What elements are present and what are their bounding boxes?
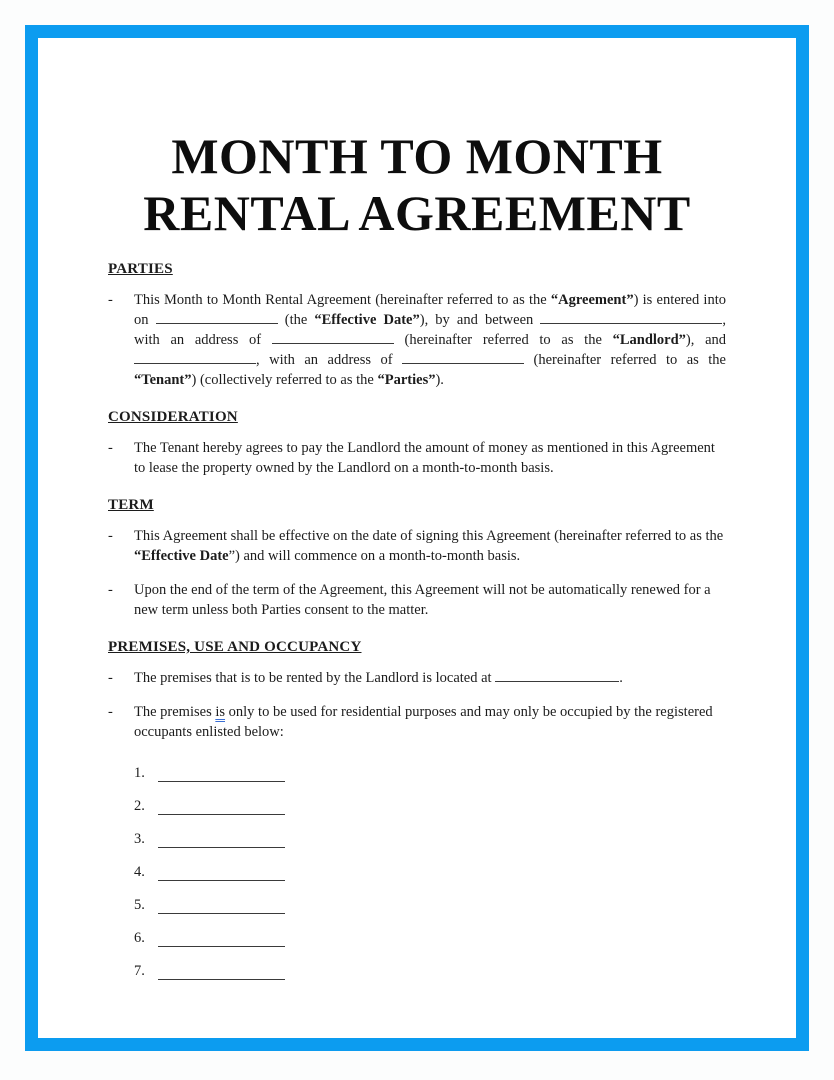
blank-field bbox=[158, 765, 285, 782]
text-run: Upon the end of the term of the Agreement, this Agreement will not be automatically renewed for a new term unless both Parties consent to the matter. bbox=[134, 582, 711, 618]
bullet-dash: - bbox=[108, 440, 113, 456]
blank-field bbox=[158, 930, 285, 947]
occupant-line bbox=[134, 762, 726, 782]
occupant-line-number: 5. bbox=[134, 897, 145, 913]
blank-field bbox=[158, 831, 285, 848]
text-run: ) (collectively referred to as the bbox=[191, 372, 378, 388]
section-heading-term: TERM bbox=[108, 497, 154, 513]
registered-occupants-list bbox=[134, 762, 726, 980]
bullet-dash: - bbox=[108, 292, 113, 308]
text-run: ). bbox=[435, 372, 444, 388]
blank-field bbox=[272, 331, 394, 344]
bullet-dash: - bbox=[108, 582, 113, 598]
occupant-line bbox=[134, 894, 726, 914]
bullet-item bbox=[108, 290, 726, 390]
defined-term: “Effective Date bbox=[134, 548, 229, 564]
blank-field bbox=[495, 669, 619, 682]
text-run: The Tenant hereby agrees to pay the Landlord the amount of money as mentioned in this Agreement to lease the property owned by the Landlord on a month-to-month basis. bbox=[134, 440, 715, 476]
document-title bbox=[108, 128, 726, 242]
blank-field bbox=[158, 963, 285, 980]
term-paragraph-2 bbox=[134, 580, 726, 620]
bullet-item bbox=[108, 668, 726, 688]
occupant-line bbox=[134, 960, 726, 980]
text-run: The premises that is to be rented by the Landlord is located at bbox=[134, 670, 496, 686]
premises-paragraph-2 bbox=[134, 702, 726, 742]
occupant-line-number: 4. bbox=[134, 864, 145, 880]
text-run: This Agreement shall be effective on the date of signing this Agreement (hereinafter referred to as the bbox=[134, 528, 724, 544]
consideration-paragraph bbox=[134, 438, 726, 478]
text-run: ) is entered into on bbox=[134, 292, 726, 328]
bullet-item bbox=[108, 438, 726, 478]
occupant-line-number: 7. bbox=[134, 963, 145, 979]
occupant-line-number: 1. bbox=[134, 765, 145, 781]
occupant-line bbox=[134, 861, 726, 881]
defined-term: “Effective Date” bbox=[314, 312, 420, 328]
bullet-dash: - bbox=[108, 528, 113, 544]
blank-field bbox=[158, 798, 285, 815]
text-run: . bbox=[619, 670, 623, 686]
blank-field bbox=[134, 351, 256, 364]
parties-paragraph bbox=[134, 290, 726, 390]
blank-field bbox=[156, 311, 278, 324]
document-title-line-2: RENTAL AGREEMENT bbox=[143, 185, 691, 241]
bullet-item bbox=[108, 580, 726, 620]
document-title-line-1: MONTH TO MONTH bbox=[171, 128, 663, 184]
rental-agreement-document bbox=[38, 128, 796, 980]
bullet-item bbox=[108, 702, 726, 742]
premises-paragraph-1 bbox=[134, 668, 726, 688]
blank-field bbox=[402, 351, 524, 364]
occupant-line-number: 6. bbox=[134, 930, 145, 946]
section-heading-consideration: CONSIDERATION bbox=[108, 409, 238, 425]
text-run: (hereinafter referred to as the bbox=[393, 332, 613, 348]
text-run: , with an address of bbox=[256, 352, 403, 368]
occupant-line-number: 2. bbox=[134, 798, 145, 814]
defined-term: “Landlord” bbox=[612, 332, 686, 348]
text-run: ), by and between bbox=[419, 312, 541, 328]
page-border-frame bbox=[25, 25, 809, 1051]
section-parties bbox=[108, 259, 726, 390]
blank-field bbox=[540, 311, 722, 324]
defined-term: “Tenant” bbox=[134, 372, 192, 388]
bullet-dash: - bbox=[108, 704, 113, 720]
section-premises bbox=[108, 637, 726, 980]
text-run: The premises bbox=[134, 704, 216, 720]
defined-term: “Agreement” bbox=[550, 292, 634, 308]
text-run: (hereinafter referred to as the bbox=[524, 352, 726, 368]
section-heading-parties: PARTIES bbox=[108, 261, 173, 277]
defined-term: “Parties” bbox=[377, 372, 436, 388]
text-run: This Month to Month Rental Agreement (hereinafter referred to as the bbox=[134, 292, 551, 308]
section-consideration bbox=[108, 407, 726, 478]
occupant-line bbox=[134, 927, 726, 947]
text-run: ), and bbox=[685, 332, 727, 348]
occupant-line-number: 3. bbox=[134, 831, 145, 847]
section-term bbox=[108, 495, 726, 620]
grammar-marked-word: is bbox=[215, 704, 226, 720]
occupant-line bbox=[134, 795, 726, 815]
blank-field bbox=[158, 897, 285, 914]
occupant-line bbox=[134, 828, 726, 848]
bullet-item bbox=[108, 526, 726, 566]
text-run: (the bbox=[277, 312, 315, 328]
term-paragraph-1 bbox=[134, 526, 726, 566]
blank-field bbox=[158, 864, 285, 881]
text-run: only to be used for residential purposes and may only be occupied by the registered occupants enlisted below: bbox=[134, 704, 713, 740]
section-heading-premises: PREMISES, USE AND OCCUPANCY bbox=[108, 639, 362, 655]
text-run: ”) and will commence on a month-to-month basis. bbox=[228, 548, 521, 564]
bullet-dash: - bbox=[108, 670, 113, 686]
text-run: , with an address of bbox=[134, 312, 727, 348]
